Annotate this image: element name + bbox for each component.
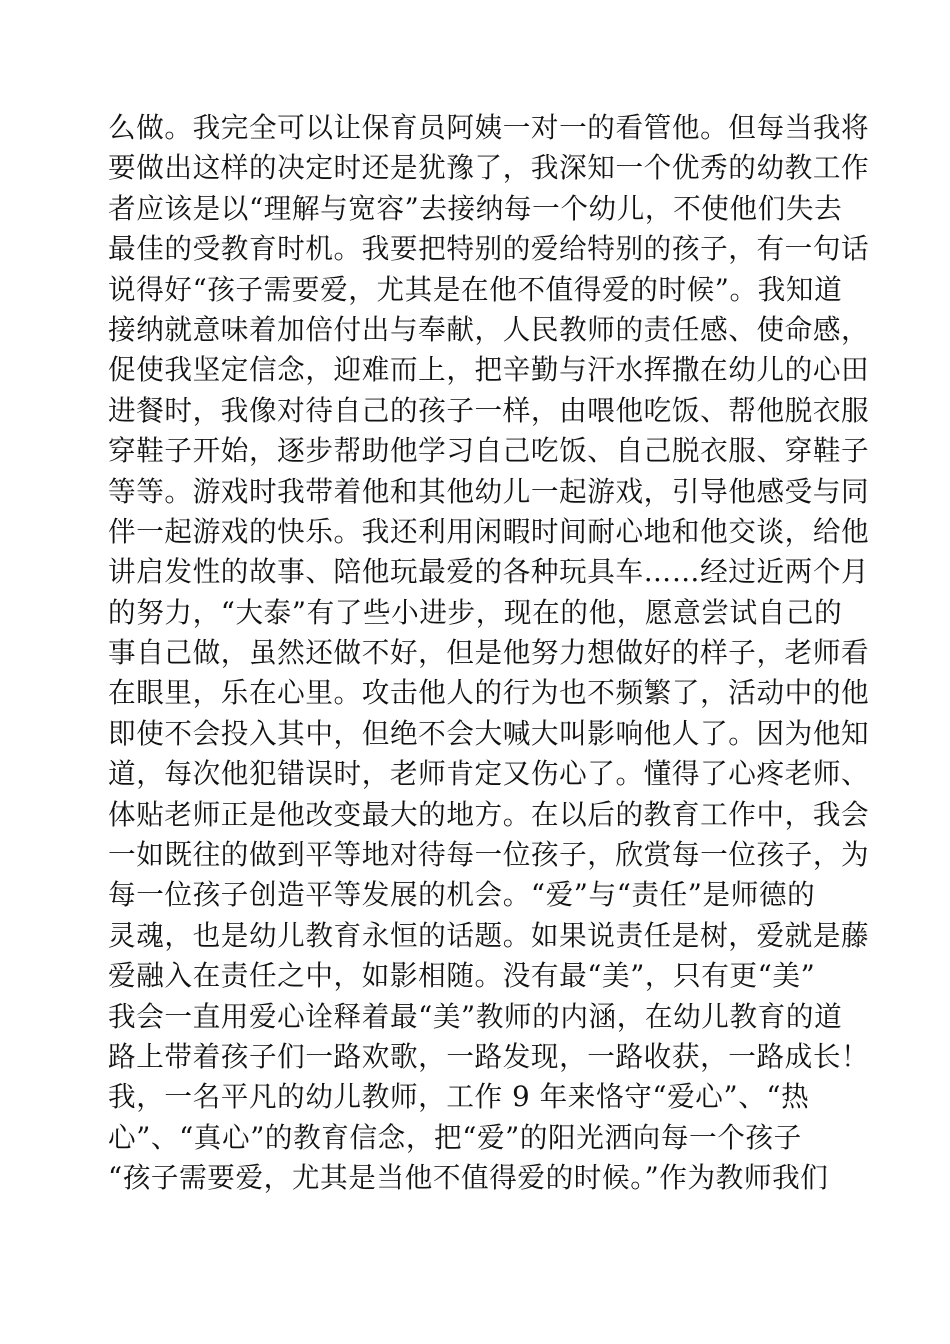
text-line: 我会一直用爱心诠释着最“美”教师的内涵，在幼儿教育的道 bbox=[108, 999, 843, 1033]
text-line: 即使不会投入其中，但绝不会大喊大叫影响他人了。因为他知 bbox=[108, 716, 870, 750]
text-line: 伴一起游戏的快乐。我还利用闲暇时间耐心地和他交谈，给他 bbox=[108, 514, 870, 548]
text-line: 等等。游戏时我带着他和其他幼儿一起游戏，引导他感受与同 bbox=[108, 474, 870, 508]
text-line: 说得好“孩子需要爱，尤其是在他不值得爱的时候”。我知道 bbox=[108, 272, 843, 306]
text-line: 讲启发性的故事、陪他玩最爱的各种玩具车……经过近两个月 bbox=[108, 555, 870, 589]
text-line: 么做。我完全可以让保育员阿姨一对一的看管他。但每当我将 bbox=[108, 111, 870, 144]
text-line: 一如既往的做到平等地对待每一位孩子，欣赏每一位孩子，为 bbox=[108, 838, 870, 872]
text-line: 爱融入在责任之中，如影相随。没有最“美”，只有更“美” bbox=[108, 959, 816, 993]
text-line: 接纳就意味着加倍付出与奉献，人民教师的责任感、使命感， bbox=[108, 312, 870, 346]
text-line: 每一位孩子创造平等发展的机会。“爱”与“责任”是师德的 bbox=[108, 878, 816, 912]
text-line: 心”、“真心”的教育信念，把“爱”的阳光洒向每一个孩子 bbox=[108, 1120, 802, 1154]
text-line: 要做出这样的决定时还是犹豫了，我深知一个优秀的幼教工作 bbox=[108, 151, 870, 185]
text-line: 最佳的受教育时机。我要把特别的爱给特别的孩子，有一句话 bbox=[108, 232, 870, 266]
text-line: 穿鞋子开始，逐步帮助他学习自己吃饭、自己脱衣服、穿鞋子 bbox=[108, 434, 870, 468]
text-line: “孩子需要爱，尤其是当他不值得爱的时候。”作为教师我们 bbox=[108, 1161, 829, 1195]
text-line: 路上带着孩子们一路欢歌，一路发现，一路收获，一路成长！ bbox=[108, 1039, 870, 1073]
text-line: 者应该是以“理解与宽容”去接纳每一个幼儿，不使他们失去 bbox=[108, 191, 843, 225]
text-line: 灵魂，也是幼儿教育永恒的话题。如果说责任是树，爱就是藤 bbox=[108, 918, 870, 952]
text-line: 进餐时，我像对待自己的孩子一样，由喂他吃饭、帮他脱衣服 bbox=[108, 393, 870, 427]
text-line: 体贴老师正是他改变最大的地方。在以后的教育工作中，我会 bbox=[108, 797, 870, 831]
text-line: 的努力，“大泰”有了些小进步，现在的他，愿意尝试自己的 bbox=[108, 595, 843, 629]
text-line: 促使我坚定信念，迎难而上，把辛勤与汗水挥撒在幼儿的心田 bbox=[108, 353, 870, 387]
text-line: 在眼里，乐在心里。攻击他人的行为也不频繁了，活动中的他 bbox=[108, 676, 870, 710]
text-line: 道，每次他犯错误时，老师肯定又伤心了。懂得了心疼老师、 bbox=[108, 757, 870, 791]
body-text bbox=[108, 108, 870, 1199]
text-line: 我，一名平凡的幼儿教师，工作 9 年来恪守“爱心”、“热 bbox=[108, 1080, 810, 1114]
text-line: 事自己做，虽然还做不好，但是他努力想做好的样子，老师看 bbox=[108, 636, 870, 670]
